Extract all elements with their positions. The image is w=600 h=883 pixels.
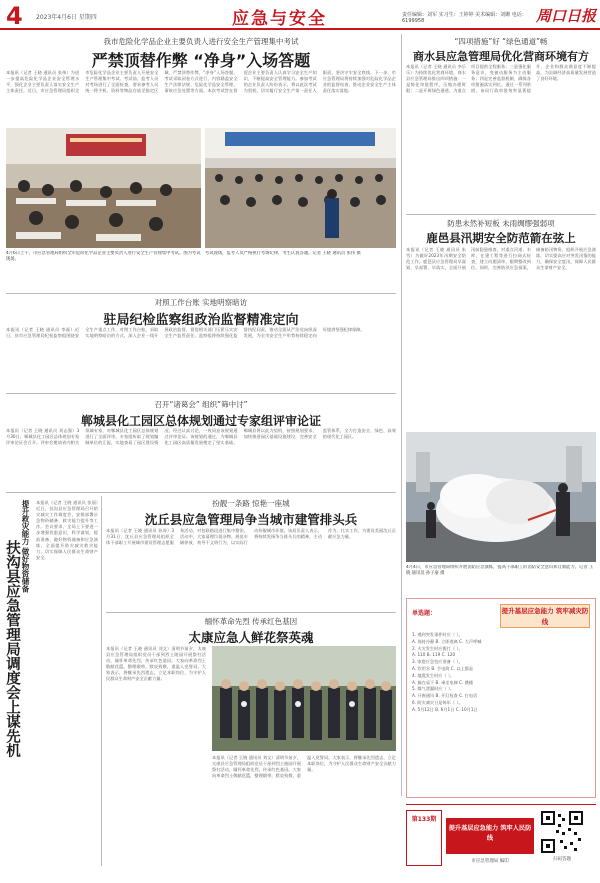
section-title: 应急与安全 — [232, 9, 327, 29]
qr-label: 扫码答题 — [553, 857, 571, 862]
issue-number: 第133期 — [411, 816, 437, 823]
quiz-line: 6. 防灾减灾日是每年（ ）。 — [412, 699, 463, 705]
article-kicker: 缅怀革命先烈 传承红色基因 — [204, 617, 298, 626]
article-divider — [6, 293, 396, 294]
bottom-divider — [406, 804, 596, 805]
quiz-line: A. 保持冷静 B. 立即逃离 C. 大声呼喊 — [412, 638, 482, 644]
quiz-line: 4. 地震发生时应（ ）。 — [412, 672, 455, 678]
quiz-questions — [412, 632, 592, 714]
article-headline: 沈丘县应急管理局争当城市建管排头兵 — [144, 512, 358, 527]
article-headline: 驻局纪检监察组政治监督精准定向 — [103, 313, 299, 328]
article-body: 本报讯（记者 王晓 通讯员 刘志强）3月30日，郸城县化工园区总体规划专家评审论证会召开。评审会邀请省内相关领域专家，对郸城县化工园区总体规划进行了全面评审。专家组听取了规划编制单位的汇报，实地查看了园区建设情况，经过认真讨论，一致同意该规划通过评审论证。该规划的通过，为郸城县化工园区高质量发展奠定了坚实基础。郸城县将以此为契机，按照规划要求，加快推进园区基础设施建设，完善安全监管体系，全力打造安全、绿色、高效的现代化工园区。 — [6, 428, 396, 446]
column-divider — [401, 34, 402, 796]
slogan-text: 提升基层应急能力 筑牢人民防线 — [448, 825, 532, 842]
article-body: 本报讯（记者 王晓 通讯员 李乐乐）为持续优化营商环境，商水县应急管理局推出四项措施：一是简化审批程序，压缩办理时限；二是开辟绿色通道，为重点项目提供全程服务；三是强化服务意识，变被动服务为主动服务；四是完善监督机制，确保各项措施落实到位。通过一系列举措，该局行政审批效率显著提升，企业和群众满意度不断提高，为县域经济高质量发展营造了良好环境。 — [406, 64, 596, 94]
article-divider — [406, 214, 596, 215]
article-divider — [6, 492, 396, 493]
quiz-line: 2. 火灾发生时应拨打（ ）。 — [412, 645, 463, 651]
photo-caption: 4月4日，市应急管理局组织开展消防应急演练，提高干部职工的消防安全意识和自救能力。记者 王晓 通讯员 孙子豪 摄 — [406, 565, 594, 576]
exam-room-photo — [6, 128, 201, 248]
article-body: 本报讯（记者 王晓 通讯员 张伟）为进一步提高危险化学品企业安全管理水平，强化企业主要负责人落实安全生产主体责任，近日，市应急管理局组织全市危险化学品企业主要负责人开展安全生产管理集中考试。考试前，监考人员对考场进行了全面检查，要求参考人员统一将手机、资料等物品存放至指定区域，严禁顶替作弊，“净身”入场答题。考试采取闭卷方式进行，内容涵盖安全生产法律法规、危险化学品安全管理、事故应急处置等方面。本次考试旨在督促企业主要负责人认真学习安全生产知识，不断提高安全管理能力。参加考试的企业负责人纷纷表示，将以此次考试为契机，切实履行安全生产第一责任人职责，坚决守牢安全底线。下一步，市应急管理局将持续加强对危险化学品企业的监督检查，推动企业安全生产主体责任落实落地。 — [6, 70, 396, 94]
vertical-kicker: 提升救灾能力 做好物资储备 — [21, 500, 30, 593]
article-body: 本报讯（记者 王晓 通讯员 张丽）近日，扶沟县应急管理局召开防灾减灾工作调度会，安排部署应急物资储备、救灾能力提升等工作。会议要求，全局上下要进一步增强忧患意识，科学谋划，提前准备，做好物资储备和应急演练，全面提升防灾减灾救灾能力，切实保障人民群众生命财产安全。 — [36, 500, 98, 560]
page-number: 4 — [6, 2, 23, 30]
vertical-headline: 扶沟县应急管理局调度会上谋先机 — [4, 540, 20, 758]
issue-date: 2023年4月6日 星期四 — [36, 14, 97, 21]
column-divider — [101, 496, 102, 866]
article-kicker: 扮靓一条路 惊艳一座城 — [212, 499, 290, 508]
quiz-line: A. 开窗通风 B. 开灯检查 C. 打电话 — [412, 693, 478, 699]
article-headline: 鹿邑县汛期安全防范箭在弦上 — [426, 231, 576, 245]
article-divider — [106, 612, 396, 613]
exam-hall-photo — [205, 128, 396, 248]
article-body: 本报讯（记者 王晓 通讯员 刘文）清明节前夕，太康县应急管理局组织党员干部到烈士陵园开展祭扫活动，缅怀革命先烈，传承红色基因。大家向革命烈士敬献花篮，整理缎带，默哀致敬，重温入党誓词。大家表示，将继承先烈遗志，立足本职岗位，为守护人民群众生命财产安全贡献力量。 — [106, 646, 206, 682]
article-kicker: 防患未然补短板 未雨绸缪强弱项 — [447, 219, 555, 228]
article-divider — [6, 393, 396, 394]
fire-drill-photo — [406, 432, 596, 562]
photo-caption: 考试现场，监考人员严格执行考场纪律，考生认真答题。记者 王晓 通讯员 张伟 摄 — [205, 251, 361, 256]
article-kicker: 我市危险化学品企业主要负责人进行安全生产管理集中考试 — [103, 37, 299, 46]
article-body: 本报讯（记者 王晓 通讯员 朱雪）为做好2023年汛期安全防范工作，鹿邑县应急管理局早谋划、早部署、早落实，全面开展汛前隐患排查，对重点河道、水库、在建工程等进行拉网式检查，建立问题清单，限期整改到位。同时，完善防汛应急预案，储备防汛物资，组织开展应急演练，切实提高应对突发汛情的能力，确保安全度汛，保障人民群众生命财产安全。 — [406, 247, 596, 271]
quiz-line: 1. 遇到突发事件时应（ ）。 — [412, 632, 463, 637]
article-headline: 严禁顶替作弊 “净身”入场答题 — [91, 51, 311, 70]
qr-code-icon[interactable] — [540, 810, 584, 854]
article-headline: 商水县应急管理局优化营商环境有方 — [413, 50, 589, 63]
article-headline: 郸城县化工园区总体规划通过专家组评审论证 — [80, 414, 321, 428]
article-body-continued: 本报讯（记者 王晓 通讯员 刘文）清明节前夕，太康县应急管理局组织党员干部到烈士陵园开展祭扫活动，缅怀革命先烈，传承红色基因。大家向革命烈士敬献花篮，整理缎带，默哀致敬，重温入党誓词。大家表示，将继承先烈遗志，立足本职岗位，为守护人民群众生命财产安全贡献力量。 — [212, 755, 396, 779]
article-kicker: 对照工作台账 实地明察暗访 — [154, 298, 248, 307]
newspaper-logo: 周口日报 — [536, 7, 597, 25]
memorial-photo — [212, 646, 396, 751]
editor-credits: 责任编辑：刘军 实习生：王婷婷 美术编辑：刘姗 电话：6199958 — [402, 12, 527, 24]
article-kicker: “四项措施”好 “绿色通道”畅 — [454, 37, 548, 46]
quiz-line: A. 躲在桌下 B. 乘坐电梯 C. 跳楼 — [412, 679, 474, 685]
article-body: 本报讯（记者 王晓 通讯员 孙涛）3月31日，沈丘县应急管理局组织全体干部职工开展城市建设管理志愿服务活动，对包联路段进行集中整治。活动中，大家清理垃圾杂物、规范车辆停放、劝导不文明行为，以实际行动扮靓城市环境。该局负责人表示，将持续发扬争当排头兵的精神，主动作为，扎实工作，为建设美丽沈丘贡献应急力量。 — [106, 528, 396, 546]
article-body: 本报讯（记者 王晓 通讯员 李磊）近日，驻市应急管理局纪检监察组围绕安全生产重点工作，对照工作台账，采取实地明察暗访的方式，深入企业一线开展政治监督，督促相关部门压紧压实安全生产监管责任。监察组将持续强化监督执纪问责，推动全面从严治党向纵深发展，为全市安全生产形势持续稳定向好提供坚强纪律保障。 — [6, 327, 365, 339]
quiz-header: 单选题： — [412, 610, 437, 617]
quiz-line: A. 饮用水 B. 手电筒 C. 以上都是 — [412, 665, 474, 671]
quiz-line: A. 5月12日 B. 6月1日 C. 10月1日 — [412, 706, 478, 712]
org-label: 市应急管理局 编印 — [471, 859, 509, 864]
quiz-line: A. 110 B. 119 C. 120 — [412, 652, 456, 658]
photo-caption: 4月6日上午，市应急管理局组织全市危险化学品企业主要负责人进行安全生产管理集中考试。图为考试现场。 — [6, 251, 201, 262]
quiz-line: 3. 家庭应急包应准备（ ）。 — [412, 659, 463, 665]
article-headline: 太康应急人鲜花祭英魂 — [188, 630, 314, 645]
article-kicker: 召开“诸葛会” 组织“筛中讨” — [154, 400, 248, 409]
quiz-line: 5. 煤气泄漏时应（ ）。 — [412, 686, 455, 692]
quiz-banner: 提升基层应急能力 筑牢减灾防线 — [500, 604, 590, 628]
